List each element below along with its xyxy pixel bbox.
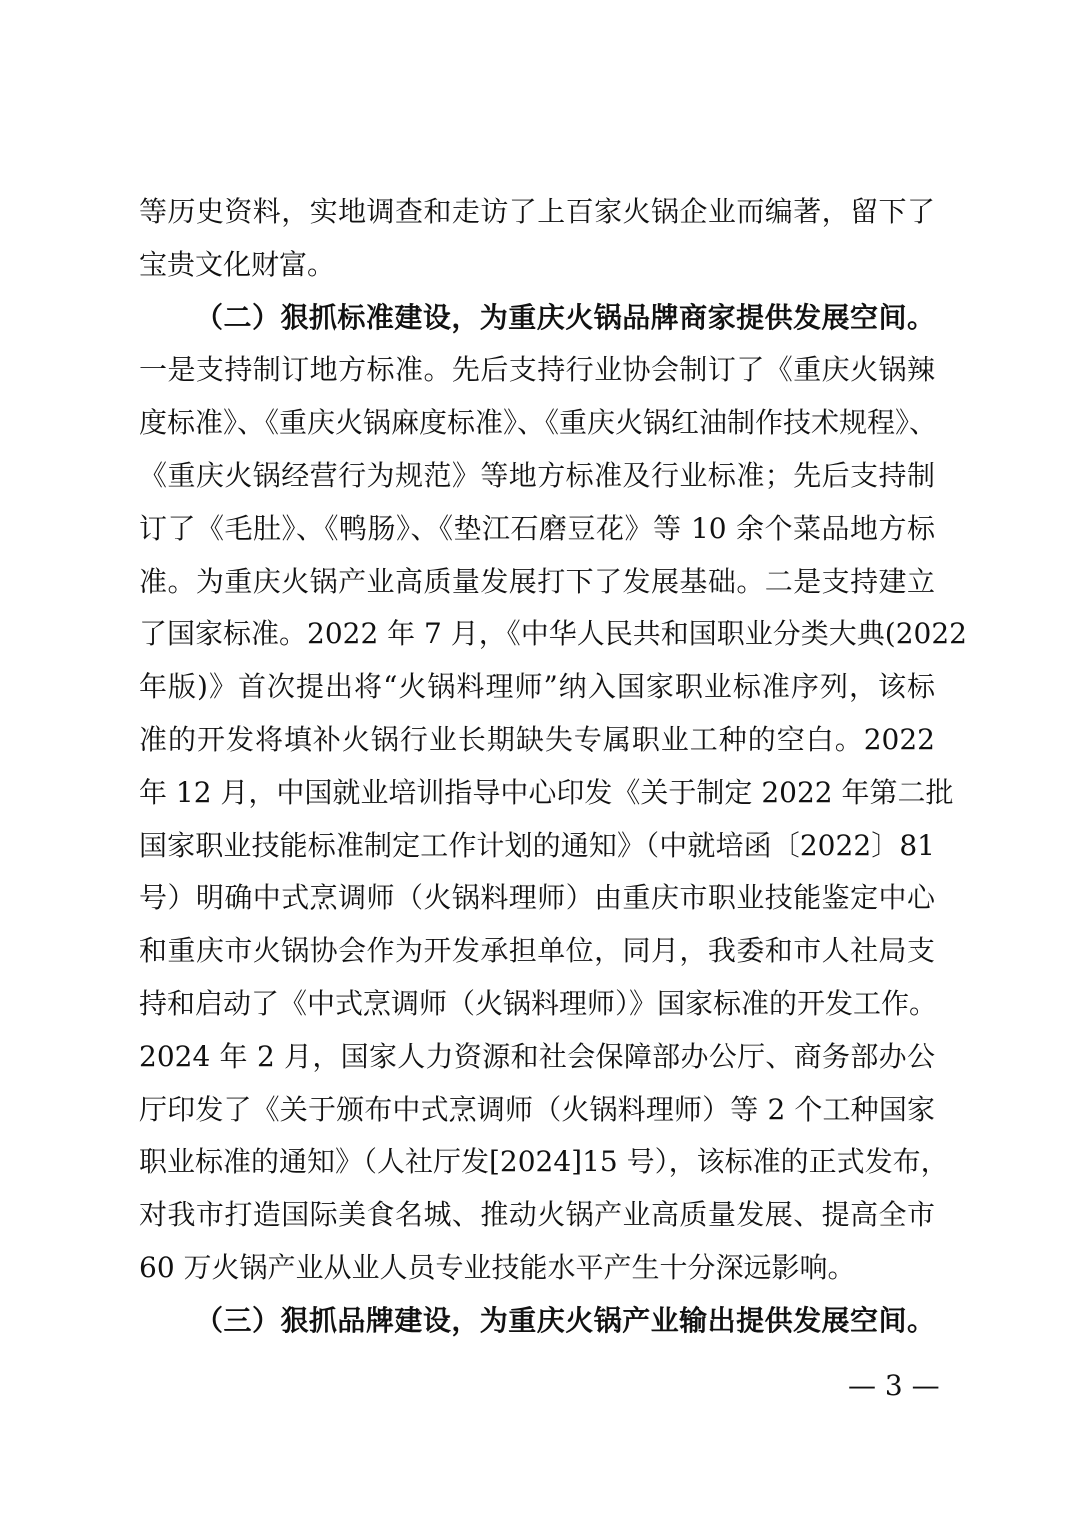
page-number: — 3 — [848, 1369, 940, 1402]
body-line: 等历史资料，实地调查和走访了上百家火锅企业而编著，留下了 [139, 195, 935, 228]
body-line: 60 万火锅产业从业人员专业技能水平产生十分深远影响。 [139, 1250, 856, 1284]
body-line: 订了《毛肚》、《鸭肠》、《垫江石磨豆花》等 10 余个菜品地方标 [139, 511, 935, 545]
body-line: 持和启动了《中式烹调师（火锅料理师）》国家标准的开发工作。 [139, 986, 938, 1020]
body-line: 对我市打造国际美食名城、推动火锅产业高质量发展、提高全市 [139, 1198, 935, 1232]
body-line: 职业标准的通知》（人社厅发[2024]15 号），该标准的正式发布， [139, 1145, 949, 1179]
body-line: 度标准》、《重庆火锅麻度标准》、《重庆火锅红油制作技术规程》、 [139, 406, 938, 440]
body-line: 号）明确中式烹调师（火锅料理师）由重庆市职业技能鉴定中心 [139, 881, 935, 915]
body-line: 准的开发将填补火锅行业长期缺失专属职业工种的空白。2022 [139, 722, 935, 756]
body-line: 准。为重庆火锅产业高质量发展打下了发展基础。二是支持建立 [139, 564, 935, 598]
section-heading: （二）狠抓标准建设，为重庆火锅品牌商家提供发展空间。 [195, 300, 935, 334]
body-line: 了国家标准。2022 年 7 月，《中华人民共和国职业分类大典(2022 [139, 617, 967, 651]
body-line: 和重庆市火锅协会作为开发承担单位，同月，我委和市人社局支 [139, 934, 935, 968]
body-line: 一是支持制订地方标准。先后支持行业协会制订了《重庆火锅辣 [139, 353, 935, 387]
section-heading: （三）狠抓品牌建设，为重庆火锅产业输出提供发展空间。 [195, 1303, 935, 1337]
document-body [139, 186, 967, 1348]
body-line: 宝贵文化财富。 [139, 247, 336, 281]
body-line: 《重庆火锅经营行为规范》等地方标准及行业标准；先后支持制 [139, 458, 935, 492]
body-line: 2024 年 2 月，国家人力资源和社会保障部办公厅、商务部办公 [139, 1039, 935, 1073]
body-line: 厅印发了《关于颁布中式烹调师（火锅料理师）等 2 个工种国家 [139, 1092, 935, 1126]
body-line: 年 12 月，中国就业培训指导中心印发《关于制定 2022 年第二批 [139, 775, 954, 809]
body-line: 年版)》首次提出将“火锅料理师”纳入国家职业标准序列，该标 [139, 670, 935, 704]
body-line: 国家职业技能标准制定工作计划的通知》（中就培函〔2022〕81 [139, 828, 935, 862]
